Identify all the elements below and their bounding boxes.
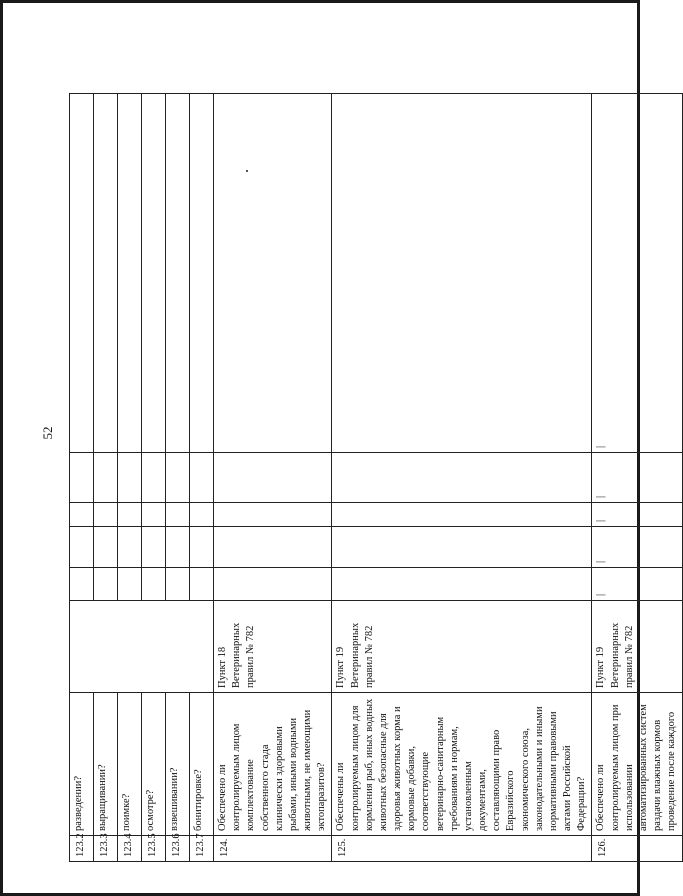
row-number: 123.3 (94, 836, 118, 862)
checklist-table (69, 93, 683, 862)
answer-cell-na (118, 503, 142, 527)
answer-cell-extra (118, 453, 142, 503)
table-row (190, 94, 214, 862)
answer-cell-extra (142, 453, 166, 503)
answer-cell-note (142, 94, 166, 453)
row-question: выращивании? (94, 693, 118, 836)
answer-cell-yes (70, 568, 94, 601)
row-number: 124. (214, 836, 332, 862)
answer-cell-na (190, 503, 214, 527)
answer-cell-note (214, 94, 332, 453)
answer-cell-note: | (592, 94, 682, 453)
row-number: 123.6 (166, 836, 190, 862)
answer-cell-yes (332, 568, 592, 601)
page-number: 52 (40, 426, 55, 440)
answer-cell-yes (142, 568, 166, 601)
table-row (166, 94, 190, 862)
row-requirement: Пункт 19 Ветеринарных правил № 782 (592, 601, 682, 693)
table-row (332, 94, 592, 862)
row-question: поимке? (118, 693, 142, 836)
answer-cell-na (332, 503, 592, 527)
answer-cell-note (70, 94, 94, 453)
table-row (142, 94, 166, 862)
answer-cell-yes (214, 568, 332, 601)
table-row (214, 94, 332, 862)
answer-cell-extra (70, 453, 94, 503)
answer-cell-no (166, 527, 190, 568)
answer-cell-yes: | (592, 568, 682, 601)
row-number: 123.4 (118, 836, 142, 862)
answer-cell-extra (214, 453, 332, 503)
answer-cell-extra (190, 453, 214, 503)
row-requirement (70, 601, 214, 693)
answer-cell-note (166, 94, 190, 453)
row-number: 125. (332, 836, 592, 862)
table-row (94, 94, 118, 862)
answer-cell-yes (166, 568, 190, 601)
answer-cell-note (190, 94, 214, 453)
row-question: Обеспечено ли контролируемым лицом комплектование собственного стада клинически здоровыми рыбами, иными водными животными, не имеющими эктопаразитов? (214, 693, 332, 836)
scan-edge-top (0, 0, 640, 3)
answer-cell-extra (332, 453, 592, 503)
answer-cell-no (214, 527, 332, 568)
answer-cell-note (332, 94, 592, 453)
answer-cell-yes (190, 568, 214, 601)
answer-cell-na (70, 503, 94, 527)
answer-cell-no (190, 527, 214, 568)
answer-cell-extra (94, 453, 118, 503)
answer-cell-na (142, 503, 166, 527)
table-row (70, 94, 94, 862)
row-number: 123.2 (70, 836, 94, 862)
table-row (118, 94, 142, 862)
row-question: осмотре? (142, 693, 166, 836)
answer-cell-no (142, 527, 166, 568)
row-requirement: Пункт 19 Ветеринарных правил № 782 (332, 601, 592, 693)
answer-cell-note (118, 94, 142, 453)
answer-cell-na (214, 503, 332, 527)
row-question: Обеспечено ли контролируемым лицом при использовании автоматизированных систем раздачи влажных кормов проведение после каждого (592, 693, 682, 836)
row-number: 123.7 (190, 836, 214, 862)
row-question: Обеспечены ли контролируемым лицом для кормления рыб, иных водных животных безопасные для здоровья животных корма и кормовые добавки, соответствующие ветеринарно-санитарным требованиям и нормам, установленным документами, составляющими право Евразийского экономического союза, законодательными и иными нормативными правовыми актами Российской Федерации? (332, 693, 592, 836)
row-question: бонитировке? (190, 693, 214, 836)
checklist-table-rotated (69, 94, 678, 862)
answer-cell-no (118, 527, 142, 568)
answer-cell-no (94, 527, 118, 568)
row-question: разведении? (70, 693, 94, 836)
row-number: 123.5 (142, 836, 166, 862)
answer-cell-na (166, 503, 190, 527)
answer-cell-no (332, 527, 592, 568)
row-number: 126. (592, 836, 682, 862)
answer-cell-na (94, 503, 118, 527)
table-row (592, 94, 682, 862)
answer-cell-no (70, 527, 94, 568)
answer-cell-na: | (592, 503, 682, 527)
answer-cell-note (94, 94, 118, 453)
row-question: взвешивании? (166, 693, 190, 836)
answer-cell-extra (166, 453, 190, 503)
answer-cell-no: | (592, 527, 682, 568)
answer-cell-yes (94, 568, 118, 601)
scan-edge-left (0, 0, 3, 896)
answer-cell-yes (118, 568, 142, 601)
row-requirement: Пункт 18 Ветеринарных правил № 782 (214, 601, 332, 693)
answer-cell-extra: | (592, 453, 682, 503)
